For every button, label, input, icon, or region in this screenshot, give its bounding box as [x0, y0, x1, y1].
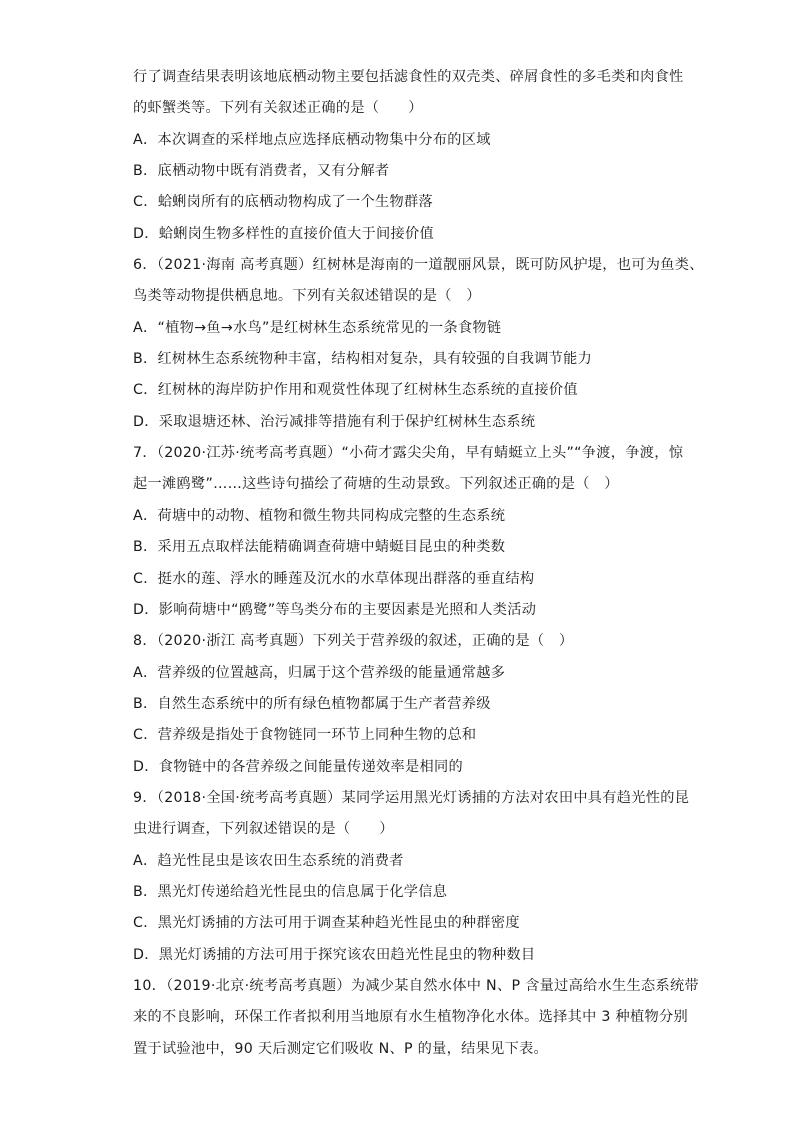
option-line: C．挺水的莲、浮水的睡莲及沉水的水草体现出群落的垂直结构 [133, 570, 535, 587]
option-line: A．“植物→鱼→水鸟”是红树林生态系统常见的一条食物链 [133, 319, 502, 336]
question-line: 置于试验池中，90 天后测定它们吸收 N、P 的量，结果见下表。 [133, 1040, 549, 1057]
option-line: B．自然生态系统中的所有绿色植物都属于生产者营养级 [133, 695, 491, 712]
question-line: 起一滩鸥鹭”……这些诗句描绘了荷塘的生动景致。下列叙述正确的是（ ） [133, 476, 619, 493]
option-line: B．底栖动物中既有消费者，又有分解者 [133, 163, 390, 180]
question-line: 虫进行调查，下列叙述错误的是（ ） [133, 821, 394, 838]
option-line: D．影响荷塘中“鸥鹭”等鸟类分布的主要因素是光照和人类活动 [133, 601, 537, 618]
question-line: 8．（2020·浙江 高考真题）下列关于营养级的叙述，正确的是（ ） [133, 633, 574, 650]
question-line: 7．（2020·江苏·统考高考真题）“小荷才露尖尖角，早有蜻蜓立上头”“争渡，争渡，惊 [133, 445, 684, 462]
option-line: C．黑光灯诱捕的方法可用于调查某种趋光性昆虫的种群密度 [133, 915, 520, 932]
question-line: 9．（2018·全国·统考高考真题）某同学运用黑光灯诱捕的方法对农田中具有趋光性的昆 [133, 789, 690, 806]
option-line: D．食物链中的各营养级之间能量传递效率是相同的 [133, 758, 463, 775]
option-line: B．红树林生态系统物种丰富，结构相对复杂，具有较强的自我调节能力 [133, 351, 593, 368]
option-line: C．蛤蜊岗所有的底栖动物构成了一个生物群落 [133, 194, 433, 211]
option-line: A．荷塘中的动物、植物和微生物共同构成完整的生态系统 [133, 507, 506, 524]
question-line: 来的不良影响，环保工作者拟利用当地原有水生植物净化水体。选择其中 3 种植物分别 [133, 1009, 688, 1026]
option-line: B．黑光灯传递给趋光性昆虫的信息属于化学信息 [133, 883, 448, 900]
option-line: C．红树林的海岸防护作用和观赏性体现了红树林生态系统的直接价值 [133, 382, 578, 399]
option-line: C．营养级是指处于食物链同一环节上同种生物的总和 [133, 727, 477, 744]
option-line: D．黑光灯诱捕的方法可用于探究该农田趋光性昆虫的物种数目 [133, 946, 536, 963]
text-line: 行了调查结果表明该地底栖动物主要包括滤食性的双壳类、碎屑食性的多毛类和肉食性 [133, 69, 684, 85]
option-line: B．采用五点取样法能精确调查荷塘中蜻蜓目昆虫的种类数 [133, 539, 506, 556]
question-line: 6．（2021·海南 高考真题）红树林是海南的一道靓丽风景，既可防风护堤，也可为鱼类、 [133, 257, 704, 274]
question-text-block [133, 62, 704, 1065]
text-line: 的虾蟹类等。下列有关叙述正确的是（ ） [133, 100, 423, 117]
option-line: A．本次调查的采样地点应选择底栖动物集中分布的区域 [133, 131, 491, 148]
option-line: D．蛤蜊岗生物多样性的直接价值大于间接价值 [133, 225, 434, 242]
question-line: 10．（2019·北京·统考高考真题）为减少某自然水体中 N、P 含量过高给水生生态系统带 [133, 977, 699, 994]
option-line: A．趋光性昆虫是该农田生态系统的消费者 [133, 852, 404, 869]
question-line: 鸟类等动物提供栖息地。下列有关叙述错误的是（ ） [133, 288, 481, 305]
option-line: D．采取退塘还林、治污减排等措施有利于保护红树林生态系统 [133, 413, 536, 430]
option-line: A．营养级的位置越高，归属于这个营养级的能量通常越多 [133, 664, 506, 681]
